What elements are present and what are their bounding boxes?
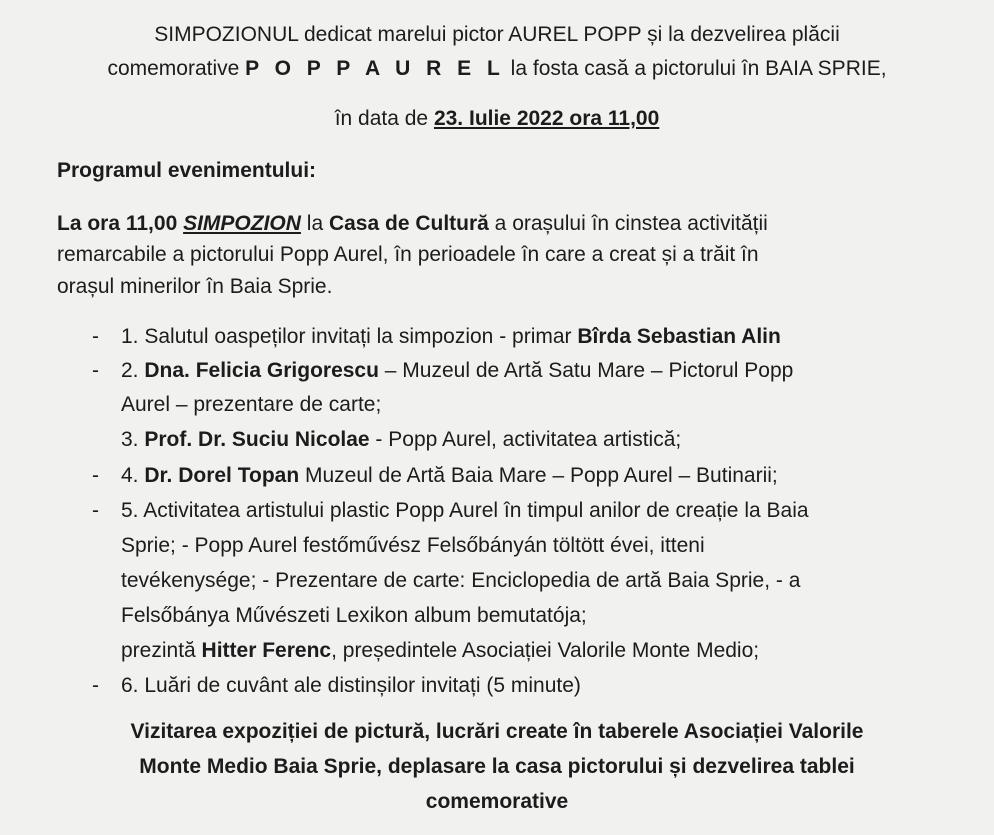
intro-line-3: orașul minerilor în Baia Sprie. bbox=[57, 275, 333, 298]
header-line-1 bbox=[0, 20, 994, 50]
list-item-5-line-4: Felsőbánya Művészeti Lexikon album bemutatója; bbox=[121, 604, 587, 627]
item-4-rest: Muzeul de Artă Baia Mare – Popp Aurel – Butinarii; bbox=[299, 464, 778, 487]
intro-time: La ora 11,00 bbox=[57, 212, 184, 235]
intro-simpozion: SIMPOZION bbox=[183, 212, 301, 235]
item-1-name: Bîrda Sebastian Alin bbox=[577, 325, 781, 348]
list-item-4 bbox=[121, 461, 778, 491]
intro-place: Casa de Cultură bbox=[328, 212, 489, 235]
intro-line1-rest: a orașului în cinstea activității bbox=[488, 212, 768, 235]
item-3-number: 3. bbox=[121, 428, 145, 451]
closing-line-2 bbox=[0, 752, 994, 782]
event-date-line bbox=[0, 104, 994, 134]
closing-location: Monte Medio Baia Sprie bbox=[139, 755, 377, 778]
item-2-number: 2. bbox=[121, 359, 145, 382]
header-line-2 bbox=[0, 54, 994, 84]
item-3-name: Prof. Dr. Suciu Nicolae bbox=[144, 428, 370, 451]
bullet-dash: - bbox=[92, 464, 99, 487]
item-2-name: Dna. Felicia Grigorescu bbox=[144, 359, 379, 382]
item-5-presenter-role: , președintele Asociației Valorile Monte Medio; bbox=[331, 639, 760, 662]
closing-line-3: comemorative bbox=[425, 790, 569, 813]
intro-la: la bbox=[300, 212, 329, 235]
intro-line-2: remarcabile a pictorului Popp Aurel, în perioadele în care a creat și a trăit în bbox=[57, 243, 759, 266]
event-date: 23. Iulie 2022 ora 11,00 bbox=[433, 107, 660, 130]
bullet-dash: - bbox=[92, 499, 99, 522]
list-item-5-line-3: tevékenysége; - Prezentare de carte: Enciclopedia de artă Baia Sprie, - a bbox=[121, 569, 801, 592]
list-item-3 bbox=[121, 425, 681, 455]
bullet-dash: - bbox=[92, 325, 99, 348]
closing-line-1: Vizitarea expoziției de pictură, lucrări create în taberele Asociației Valorile bbox=[130, 720, 864, 743]
item-4-name: Dr. Dorel Topan bbox=[144, 464, 300, 487]
painter-name-spaced: P O P P A U R E L bbox=[245, 57, 505, 80]
list-item-5-line-2: Sprie; - Popp Aurel festőművész Felsőbányán töltött évei, itteni bbox=[121, 534, 705, 557]
intro-line-1 bbox=[57, 209, 768, 239]
header-comemorative-text: comemorative bbox=[107, 57, 246, 80]
item-1-text: 1. Salutul oaspeților invitați la simpozion - primar bbox=[121, 325, 578, 348]
list-item-1 bbox=[121, 322, 781, 352]
bullet-dash: - bbox=[92, 359, 99, 382]
header-location-text: la fosta casă a pictorului în BAIA SPRIE, bbox=[504, 57, 887, 80]
list-item-5-line-1: 5. Activitatea artistului plastic Popp Aurel în timpul anilor de creație la Baia bbox=[121, 499, 809, 522]
bullet-dash: - bbox=[92, 674, 99, 697]
item-4-number: 4. bbox=[121, 464, 145, 487]
list-item-6: 6. Luări de cuvânt ale distinșilor invitați (5 minute) bbox=[121, 674, 581, 697]
date-prefix: în data de bbox=[334, 107, 434, 130]
item-5-prezinta: prezintă bbox=[121, 639, 202, 662]
item-3-rest: - Popp Aurel, activitatea artistică; bbox=[369, 428, 682, 451]
list-item-2-line-2: Aurel – prezentare de carte; bbox=[121, 393, 382, 416]
closing-rest: , deplasare la casa pictorului și dezvelirea tablei bbox=[376, 755, 855, 778]
list-item-5-line-5 bbox=[121, 636, 759, 666]
list-item-2 bbox=[121, 356, 793, 386]
item-2-rest: – Muzeul de Artă Satu Mare – Pictorul Popp bbox=[378, 359, 794, 382]
header-title-text: SIMPOZIONUL dedicat marelui pictor AUREL POPP și la dezvelirea plăcii bbox=[154, 23, 840, 46]
item-5-presenter-name: Hitter Ferenc bbox=[201, 639, 332, 662]
program-heading: Programul evenimentului: bbox=[57, 159, 317, 182]
